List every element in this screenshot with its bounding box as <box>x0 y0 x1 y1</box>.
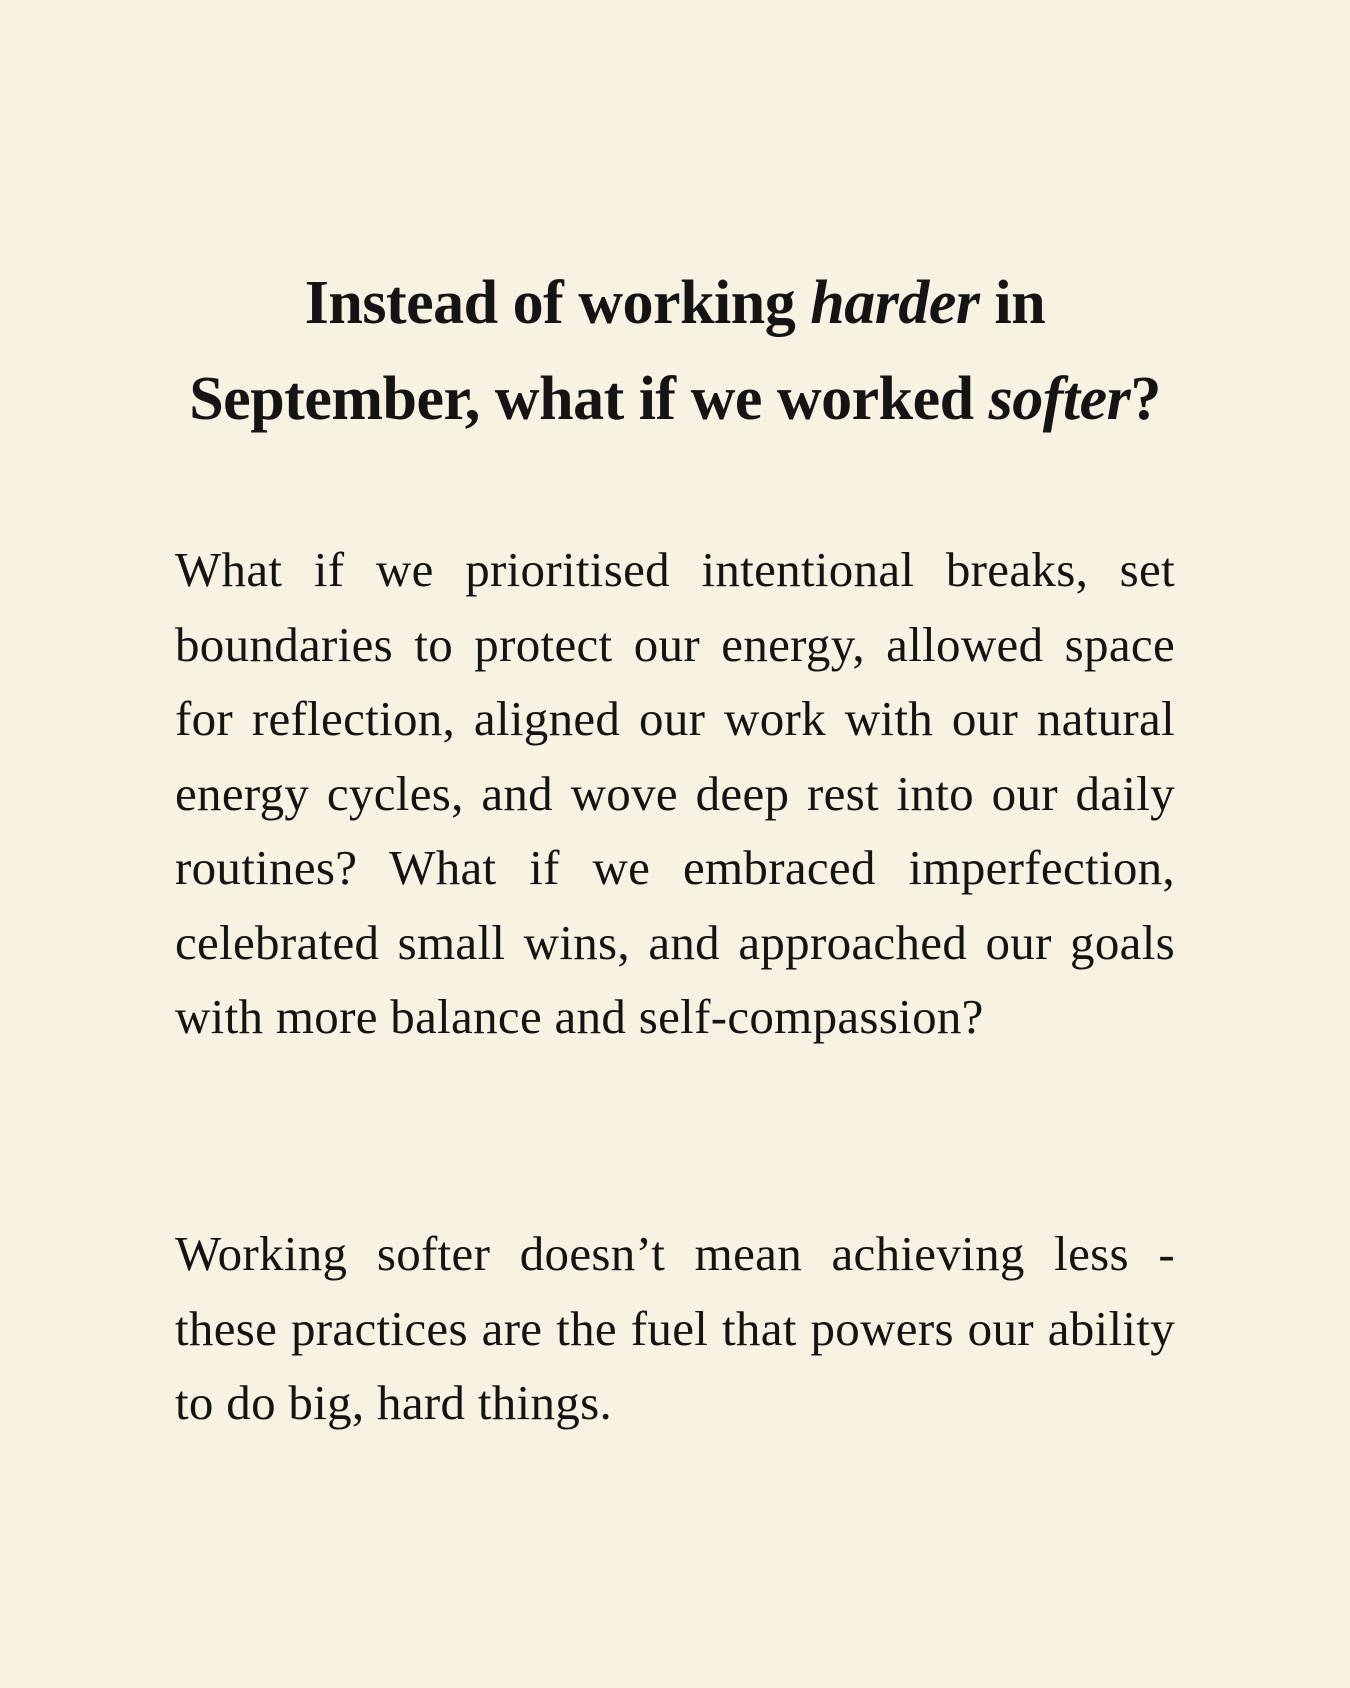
headline-text: Instead of working <box>304 269 811 337</box>
headline-text: ? <box>1130 365 1161 433</box>
headline-line-1 <box>100 255 1250 351</box>
body-paragraph-2: Working softer doesn’t mean achieving less - these practices are the fuel that powers our ability to do big, hard things. <box>175 1226 1175 1430</box>
headline-text: in <box>979 269 1046 337</box>
headline-line-2 <box>100 351 1250 447</box>
headline-emphasis: harder <box>810 269 980 337</box>
body-paragraph-1: What if we prioritised intentional breaks, set boundaries to protect our energy, allowed space for reflection, aligned our work with our natural energy cycles, and wove deep rest into our daily routines? What if we embraced imperfection, celebrated small wins, and approached our goals with more balance and self-compassion? <box>175 542 1175 1044</box>
headline <box>100 255 1250 447</box>
headline-text: September, what if we worked <box>189 365 989 433</box>
headline-emphasis: softer <box>988 365 1131 433</box>
